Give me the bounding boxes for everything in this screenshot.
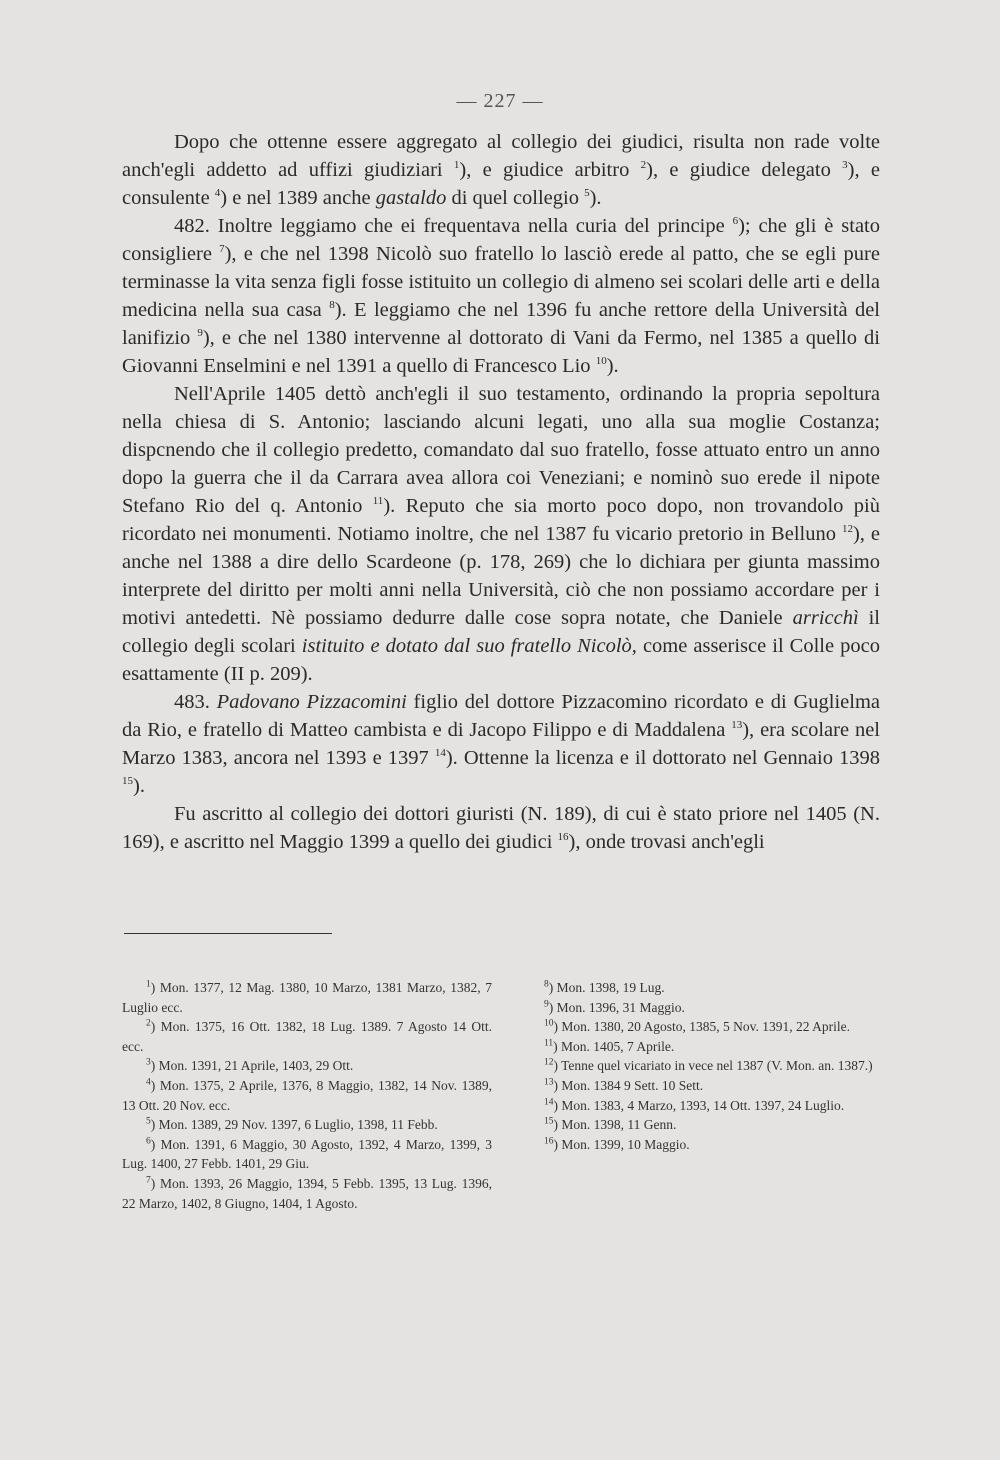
text-run: ), e giudice delegato	[646, 159, 843, 181]
footnote-number: 11	[544, 1038, 554, 1049]
footnote	[520, 1135, 880, 1155]
text-run: ), e consulente	[122, 159, 880, 209]
footnote	[520, 1115, 880, 1135]
footnote-text: ) Mon. 1399, 10 Maggio.	[553, 1136, 690, 1152]
footnote-reference: 12	[841, 523, 853, 536]
footnote-text: ) Mon. 1405, 7 Aprile.	[553, 1038, 675, 1054]
text-run: 483.	[174, 691, 217, 713]
footnote-separator	[124, 933, 332, 934]
text-run: Fu ascritto al collegio dei dottori giuristi (N. 189), di cui è stato priore nel 1405 (N. 169), e ascritto nel Maggio 1399 a quello dei giudici	[122, 803, 880, 853]
footnote-reference: 4	[214, 187, 221, 200]
text-run: ). Reputo che sia morto poco dopo, non trovandolo più ricordato nei monumenti. Notiamo inoltre, che nel 1387 fu vicario pretorio in Belluno	[122, 495, 880, 545]
footnote	[520, 1096, 880, 1116]
paragraph	[122, 212, 880, 380]
text-run: Nell'Aprile 1405 dettò anch'egli il suo testamento, ordinando la propria sepoltura nella chiesa di S. Antonio; lasciando alcuni legati, uno alla sua moglie Costanza; dispcnendo che il collegio predetto, comandato dal suo fratello, fosse attuato entro un anno dopo la guerra che il da Carrara avea allora coi Veneziani; e nominò suo erede il nipote Stefano Rio del q. Antonio	[122, 383, 880, 517]
footnote	[122, 1076, 492, 1115]
footnote	[520, 1017, 880, 1037]
footnote-number: 3	[146, 1057, 151, 1068]
footnote-number: 5	[146, 1116, 151, 1127]
footnote	[520, 998, 880, 1018]
text-run: ).	[589, 187, 602, 209]
paragraph	[122, 128, 880, 212]
footnote-reference: 1	[453, 159, 460, 172]
text-run: ) e nel 1389 anche	[220, 187, 376, 209]
footnotes	[122, 978, 880, 1213]
footnote	[520, 1056, 880, 1076]
footnote	[122, 1174, 492, 1213]
italic-text: arricchì	[792, 607, 859, 629]
footnote-reference: 9	[197, 327, 203, 340]
footnote-number: 8	[544, 979, 549, 990]
footnotes-right-column	[520, 978, 880, 1213]
footnote-reference: 16	[557, 831, 569, 844]
footnote-reference: 13	[731, 719, 743, 732]
footnote	[122, 1115, 492, 1135]
italic-text: gastaldo	[375, 187, 447, 209]
body-text	[122, 128, 880, 856]
text-run: come asserisce il Colle poco esattamente (II p. 209).	[122, 635, 880, 685]
footnote-text: ) Mon. 1380, 20 Agosto, 1385, 5 Nov. 1391, 22 Aprile.	[553, 1019, 850, 1035]
footnote-number: 1	[146, 979, 151, 990]
footnote-text: ) Mon. 1375, 2 Aprile, 1376, 8 Maggio, 1382, 14 Nov. 1389, 13 Ott. 20 Nov. ecc.	[122, 1077, 492, 1113]
paragraph	[122, 380, 880, 688]
footnote-text: ) Mon. 1393, 26 Maggio, 1394, 5 Febb. 1395, 13 Lug. 1396, 22 Marzo, 1402, 8 Giugno, 1404, 1 Agosto.	[122, 1175, 492, 1211]
text-run: 482. Inoltre leggiamo che ei frequentava nella curia del principe	[174, 215, 733, 237]
text-run: ), era scolare nel Marzo 1383, ancora nel 1393 e 1397	[122, 719, 880, 769]
italic-text: istituito e dotato dal suo fratello Nicolò,	[301, 635, 637, 657]
footnote	[520, 1076, 880, 1096]
text-run: di quel collegio	[446, 187, 585, 209]
text-run: il collegio degli scolari	[122, 607, 880, 657]
footnote	[122, 1135, 492, 1174]
footnote-number: 14	[544, 1097, 554, 1108]
footnote-reference: 2	[640, 159, 647, 172]
footnote-reference: 11	[372, 495, 384, 508]
footnote-text: ) Mon. 1384 9 Sett. 10 Sett.	[553, 1077, 704, 1093]
footnote-number: 6	[146, 1136, 151, 1147]
text-run: ). E leggiamo che nel 1396 fu anche rettore della Università del lanifizio	[122, 299, 880, 349]
text-run: ).	[606, 355, 619, 377]
footnote-number: 16	[544, 1136, 554, 1147]
footnote-number: 4	[146, 1077, 151, 1088]
footnote-reference: 6	[732, 215, 739, 228]
footnote-number: 2	[146, 1018, 151, 1029]
paragraph	[122, 800, 880, 856]
text-run: ), e che nel 1380 intervenne al dottorato di Vani da Fermo, nel 1385 a quello di Giovanni Enselmini e nel 1391 a quello di Francesco Lio	[122, 327, 880, 377]
footnote-text: ) Mon. 1391, 6 Maggio, 30 Agosto, 1392, 4 Marzo, 1399, 3 Lug. 1400, 27 Febb. 1401, 29 Giu.	[122, 1136, 492, 1172]
footnote-text: ) Mon. 1383, 4 Marzo, 1393, 14 Ott. 1397, 24 Luglio.	[553, 1097, 845, 1113]
footnote-reference: 7	[219, 243, 225, 256]
footnote	[520, 978, 880, 998]
italic-text: Padovano Pizzacomini	[216, 691, 407, 713]
footnote-reference: 5	[584, 187, 590, 200]
footnote-number: 13	[544, 1077, 554, 1088]
footnote	[122, 978, 492, 1017]
footnote	[122, 1017, 492, 1056]
footnote-number: 12	[544, 1057, 554, 1068]
text-run: figlio del dottore Pizzacomino ricordato e di Guglielma da Rio, e fratello di Matteo cambista e di Jacopo Filippo e di Maddalena	[122, 691, 880, 741]
text-run: ), e giudice arbitro	[459, 159, 641, 181]
paragraph	[122, 688, 880, 800]
text-run: ); che gli è stato consigliere	[122, 215, 880, 265]
footnote-text: ) Mon. 1391, 21 Aprile, 1403, 29 Ott.	[150, 1058, 354, 1074]
text-run: ), e che nel 1398 Nicolò suo fratello lo lasciò erede al patto, che se egli pure terminasse la vita senza figli fosse istituito un collegio di almeno sei scolari delle arti e della medicina nella sua casa	[122, 243, 880, 321]
footnote-text: ) Mon. 1396, 31 Maggio.	[548, 999, 685, 1015]
footnote-number: 9	[544, 999, 549, 1010]
footnote-number: 15	[544, 1116, 554, 1127]
footnotes-left-column	[122, 978, 492, 1213]
footnote-reference: 15	[122, 775, 133, 788]
footnote-text: ) Mon. 1398, 11 Genn.	[553, 1117, 677, 1133]
footnote-number: 10	[544, 1018, 554, 1029]
footnote-text: ) Mon. 1375, 16 Ott. 1382, 18 Lug. 1389. 7 Agosto 14 Ott. ecc.	[122, 1019, 492, 1054]
text-run: ), e anche nel 1388 a dire dello Scardeone (p. 178, 269) che lo dichiara per giunta massimo interprete del diritto per molti anni nella Università, ciò che non possiamo accordare per i motivi antedetti. Nè possiamo dedurre dalle cose sopra notate, che Daniele	[122, 523, 880, 629]
footnote-reference: 14	[434, 747, 446, 760]
text-run: ), onde trovasi anch'egli	[568, 831, 765, 853]
text-run: ).	[133, 775, 145, 797]
footnote-text: ) Mon. 1389, 29 Nov. 1397, 6 Luglio, 1398, 11 Febb.	[150, 1117, 438, 1133]
footnote-text: ) Tenne quel vicariato in vece nel 1387 (V. Mon. an. 1387.)	[553, 1058, 873, 1074]
footnote-reference: 8	[329, 299, 335, 312]
footnote	[520, 1037, 880, 1057]
footnote-text: ) Mon. 1377, 12 Mag. 1380, 10 Marzo, 1381 Marzo, 1382, 7 Luglio ecc.	[122, 980, 492, 1015]
text-run: Dopo che ottenne essere aggregato al collegio dei giudici, risulta non rade volte anch'egli addetto ad uffizi giudiziari	[122, 131, 880, 181]
footnote-reference: 10	[595, 355, 607, 368]
footnote	[122, 1056, 492, 1076]
footnote-text: ) Mon. 1398, 19 Lug.	[548, 980, 665, 995]
text-run: ). Ottenne la licenza e il dottorato nel Gennaio 1398	[445, 747, 881, 769]
footnote-reference: 3	[842, 159, 848, 172]
footnote-number: 7	[146, 1175, 151, 1186]
page-number: — 227 —	[456, 90, 544, 112]
